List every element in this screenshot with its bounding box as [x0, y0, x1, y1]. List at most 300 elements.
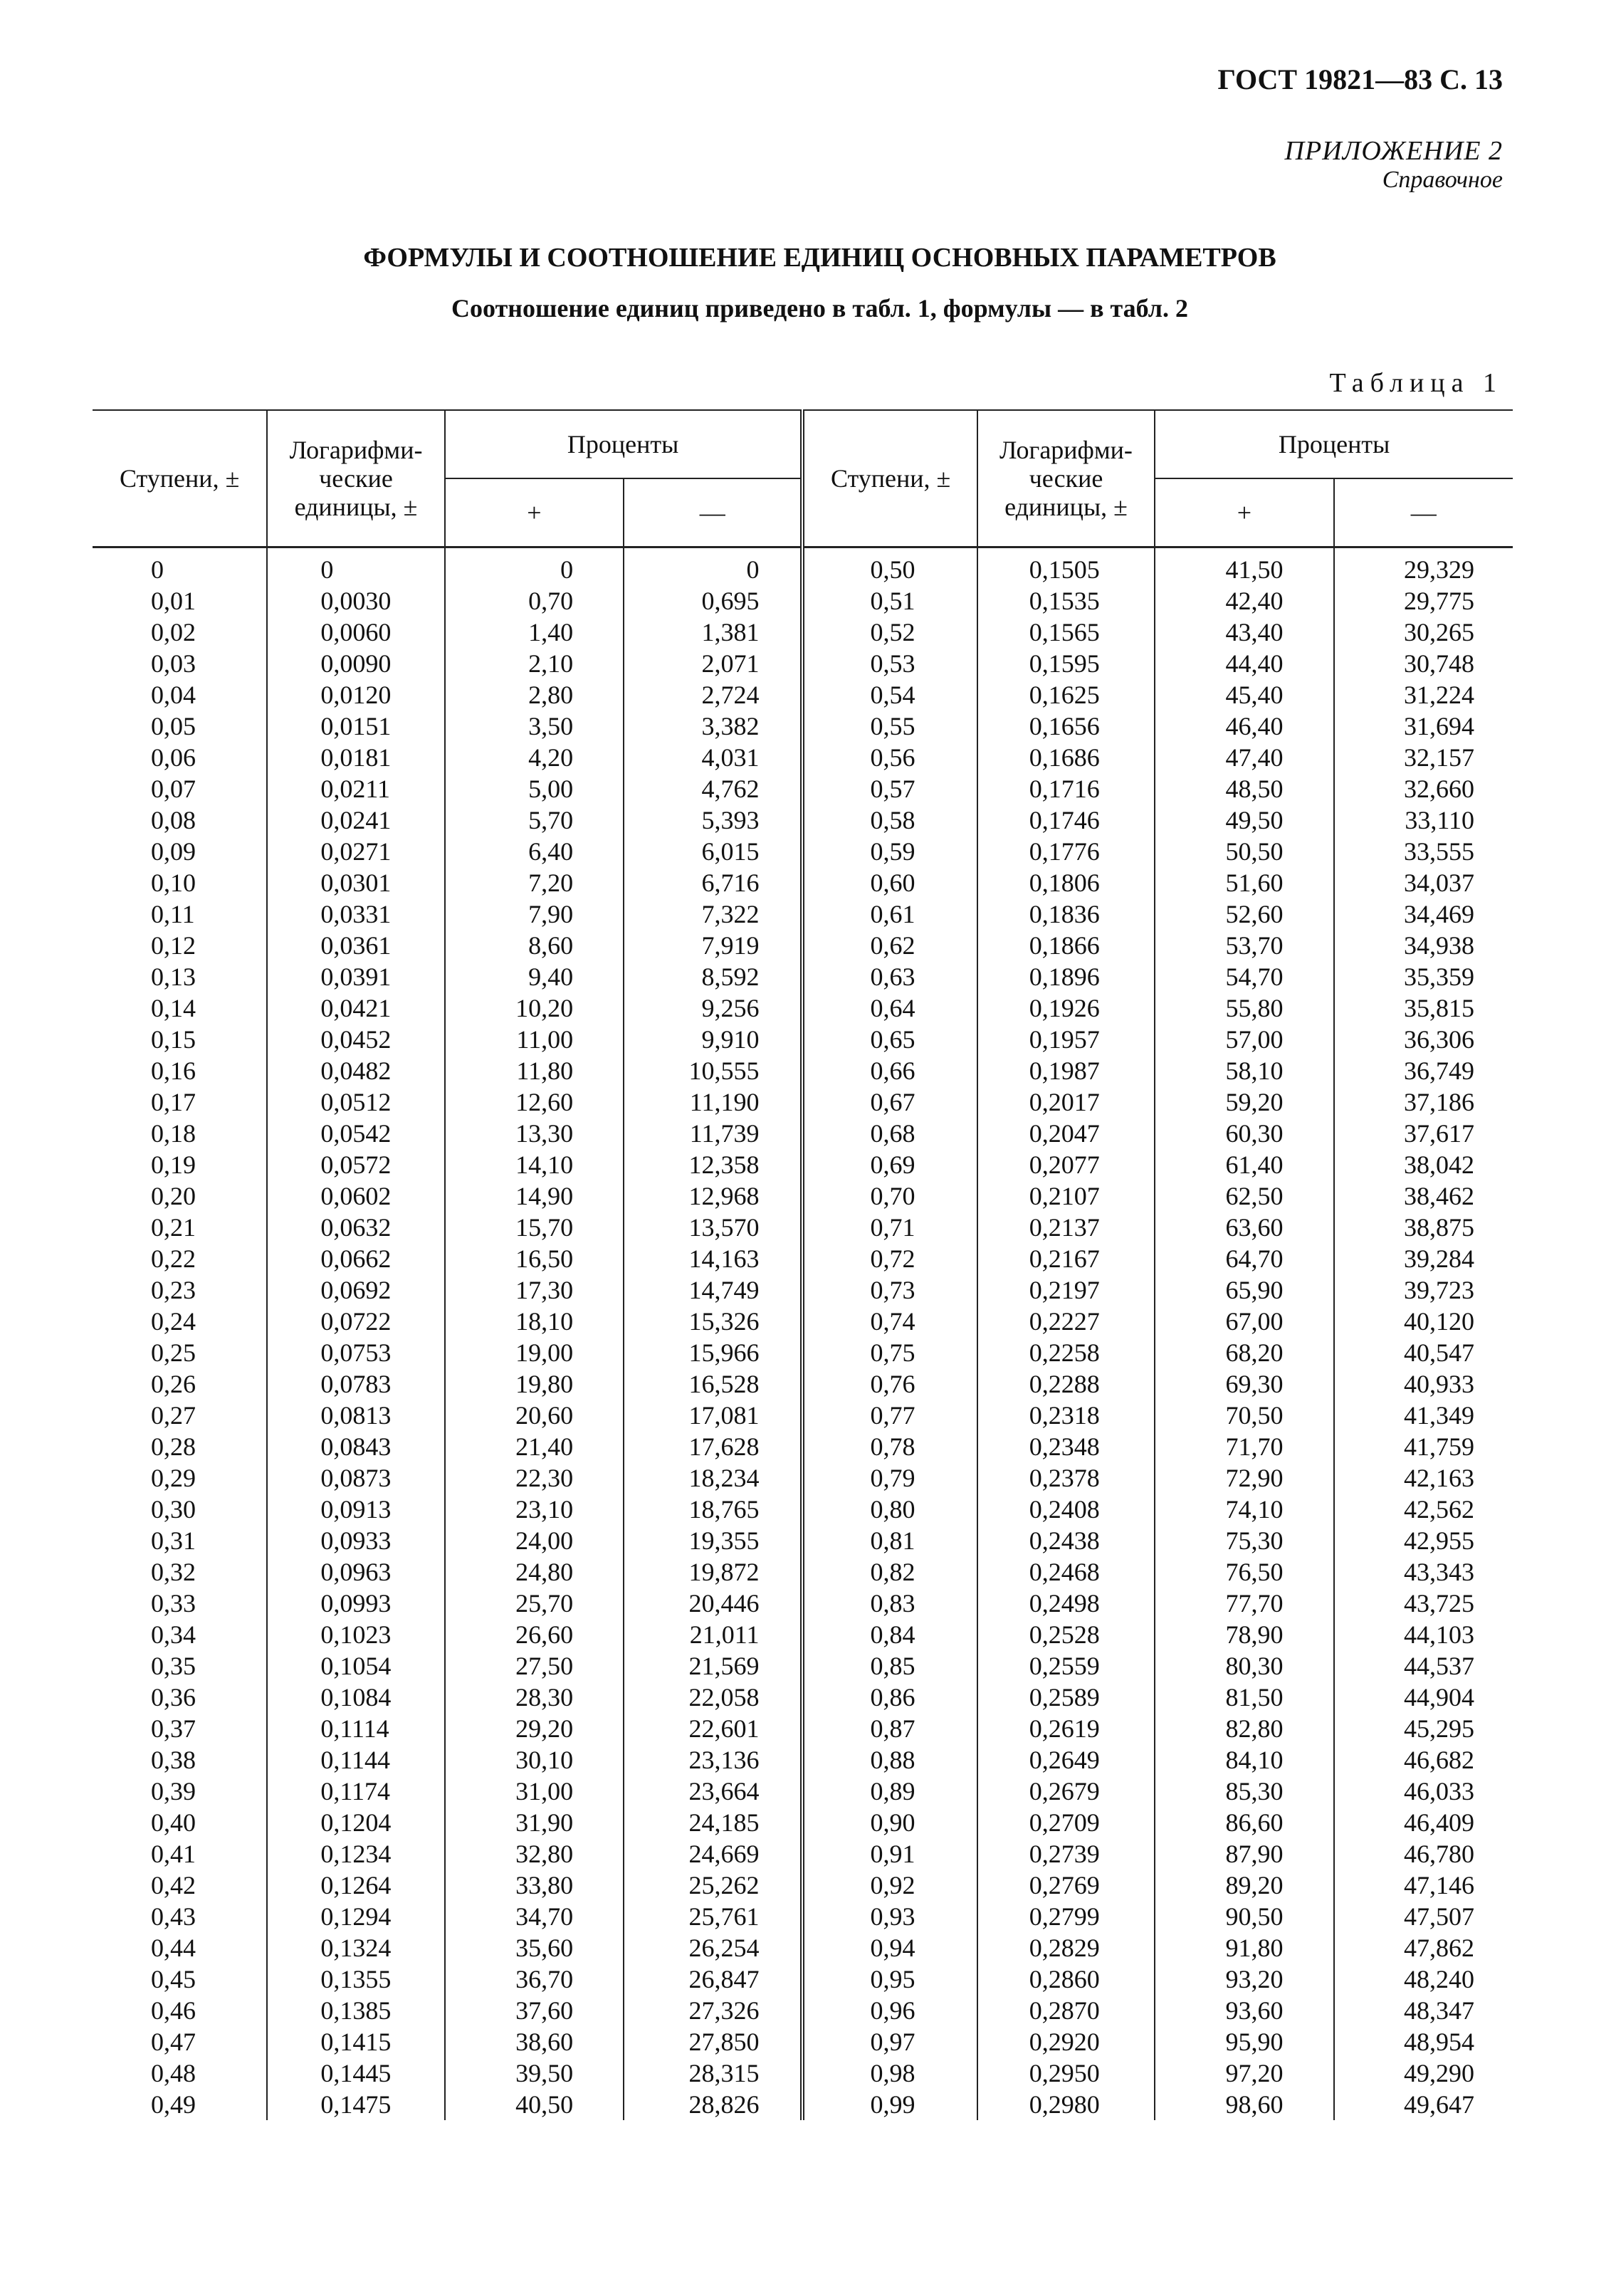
cell-percent-minus: 37,186	[1334, 1086, 1513, 1118]
cell-step: 0,16	[93, 1055, 267, 1086]
table-row	[93, 1212, 1513, 1243]
cell-step: 0,08	[93, 804, 267, 836]
cell-log-units: 0,0602	[267, 1180, 444, 1212]
cell-percent-plus: 27,50	[445, 1650, 624, 1682]
cell-step: 0,36	[93, 1682, 267, 1713]
cell-step: 0,93	[802, 1901, 977, 1932]
cell-percent-plus: 61,40	[1155, 1149, 1333, 1180]
cell-log-units: 0,1896	[977, 961, 1155, 992]
table-row	[93, 2089, 1513, 2120]
cell-percent-plus: 42,40	[1155, 585, 1333, 617]
cell-step: 0,77	[802, 1400, 977, 1431]
cell-step: 0,99	[802, 2089, 977, 2120]
table-row	[93, 961, 1513, 992]
cell-log-units: 0,0993	[267, 1588, 444, 1619]
cell-log-units: 0,2107	[977, 1180, 1155, 1212]
table-row	[93, 930, 1513, 961]
cell-percent-plus: 9,40	[445, 961, 624, 992]
header-plus: +	[445, 478, 624, 547]
cell-percent-plus: 24,80	[445, 1556, 624, 1588]
cell-percent-plus: 2,80	[445, 679, 624, 711]
cell-percent-plus: 63,60	[1155, 1212, 1333, 1243]
cell-step: 0,41	[93, 1838, 267, 1870]
cell-percent-minus: 34,938	[1334, 930, 1513, 961]
cell-log-units: 0,0391	[267, 961, 444, 992]
cell-log-units: 0,0331	[267, 898, 444, 930]
cell-log-units: 0,2438	[977, 1525, 1155, 1556]
cell-percent-plus: 77,70	[1155, 1588, 1333, 1619]
cell-percent-minus: 7,919	[624, 930, 802, 961]
cell-percent-plus: 93,60	[1155, 1995, 1333, 2026]
cell-log-units: 0,2980	[977, 2089, 1155, 2120]
cell-log-units: 0,0632	[267, 1212, 444, 1243]
cell-percent-minus: 0,695	[624, 585, 802, 617]
table-row	[93, 1368, 1513, 1400]
table-row	[93, 1274, 1513, 1306]
cell-percent-plus: 40,50	[445, 2089, 624, 2120]
cell-log-units: 0,2589	[977, 1682, 1155, 1713]
cell-percent-minus: 6,015	[624, 836, 802, 867]
cell-percent-plus: 78,90	[1155, 1619, 1333, 1650]
cell-percent-minus: 7,322	[624, 898, 802, 930]
cell-log-units: 0,2498	[977, 1588, 1155, 1619]
cell-step: 0,33	[93, 1588, 267, 1619]
cell-log-units: 0,1054	[267, 1650, 444, 1682]
table-row	[93, 742, 1513, 773]
cell-log-units: 0,2408	[977, 1494, 1155, 1525]
table-row	[93, 898, 1513, 930]
page-header: ГОСТ 19821—83 С. 13	[1217, 63, 1503, 95]
cell-percent-minus: 44,904	[1334, 1682, 1513, 1713]
cell-log-units: 0,0452	[267, 1024, 444, 1055]
cell-percent-minus: 19,355	[624, 1525, 802, 1556]
cell-percent-minus: 31,224	[1334, 679, 1513, 711]
table-row	[93, 1870, 1513, 1901]
cell-log-units: 0,2468	[977, 1556, 1155, 1588]
cell-log-units: 0,1114	[267, 1713, 444, 1744]
table-row	[93, 1337, 1513, 1368]
table-row	[93, 1838, 1513, 1870]
cell-percent-plus: 29,20	[445, 1713, 624, 1744]
cell-percent-plus: 70,50	[1155, 1400, 1333, 1431]
table-row	[93, 1744, 1513, 1776]
cell-step: 0,45	[93, 1964, 267, 1995]
cell-step: 0,42	[93, 1870, 267, 1901]
cell-percent-plus: 68,20	[1155, 1337, 1333, 1368]
cell-percent-minus: 48,954	[1334, 2026, 1513, 2058]
cell-log-units: 0,0090	[267, 648, 444, 679]
cell-step: 0,02	[93, 617, 267, 648]
cell-step: 0,63	[802, 961, 977, 992]
cell-step: 0,56	[802, 742, 977, 773]
cell-step: 0,40	[93, 1807, 267, 1838]
cell-percent-plus: 8,60	[445, 930, 624, 961]
cell-percent-minus: 42,562	[1334, 1494, 1513, 1525]
cell-percent-plus: 55,80	[1155, 992, 1333, 1024]
cell-percent-plus: 37,60	[445, 1995, 624, 2026]
cell-percent-plus: 64,70	[1155, 1243, 1333, 1274]
cell-percent-minus: 25,262	[624, 1870, 802, 1901]
cell-percent-minus: 3,382	[624, 711, 802, 742]
table-row	[93, 1650, 1513, 1682]
cell-log-units: 0,1144	[267, 1744, 444, 1776]
cell-log-units: 0,0181	[267, 742, 444, 773]
cell-percent-plus: 7,90	[445, 898, 624, 930]
cell-step: 0,81	[802, 1525, 977, 1556]
cell-step: 0,22	[93, 1243, 267, 1274]
cell-step: 0,25	[93, 1337, 267, 1368]
cell-percent-minus: 19,872	[624, 1556, 802, 1588]
cell-step: 0,78	[802, 1431, 977, 1462]
cell-percent-plus: 13,30	[445, 1118, 624, 1149]
cell-percent-plus: 25,70	[445, 1588, 624, 1619]
cell-log-units: 0,2619	[977, 1713, 1155, 1744]
cell-percent-minus: 11,739	[624, 1118, 802, 1149]
cell-log-units: 0,0572	[267, 1149, 444, 1180]
cell-percent-minus: 25,761	[624, 1901, 802, 1932]
cell-percent-minus: 9,256	[624, 992, 802, 1024]
cell-step: 0,29	[93, 1462, 267, 1494]
cell-step: 0,15	[93, 1024, 267, 1055]
table-row	[93, 1619, 1513, 1650]
cell-log-units: 0,2649	[977, 1744, 1155, 1776]
cell-log-units: 0,1595	[977, 648, 1155, 679]
cell-log-units: 0,2769	[977, 1870, 1155, 1901]
cell-log-units: 0,1836	[977, 898, 1155, 930]
cell-percent-plus: 2,10	[445, 648, 624, 679]
cell-percent-minus: 36,749	[1334, 1055, 1513, 1086]
cell-step: 0,12	[93, 930, 267, 961]
cell-log-units: 0,2047	[977, 1118, 1155, 1149]
cell-percent-plus: 34,70	[445, 1901, 624, 1932]
cell-percent-minus: 26,847	[624, 1964, 802, 1995]
cell-percent-minus: 40,120	[1334, 1306, 1513, 1337]
cell-step: 0,71	[802, 1212, 977, 1243]
cell-percent-minus: 41,349	[1334, 1400, 1513, 1431]
header-percents: Проценты	[445, 410, 803, 478]
cell-percent-minus: 12,358	[624, 1149, 802, 1180]
cell-percent-plus: 16,50	[445, 1243, 624, 1274]
table-row	[93, 617, 1513, 648]
cell-log-units: 0,1565	[977, 617, 1155, 648]
cell-percent-plus: 59,20	[1155, 1086, 1333, 1118]
cell-percent-minus: 20,446	[624, 1588, 802, 1619]
cell-log-units: 0,1987	[977, 1055, 1155, 1086]
table-row	[93, 711, 1513, 742]
cell-percent-minus: 5,393	[624, 804, 802, 836]
cell-percent-minus: 10,555	[624, 1055, 802, 1086]
cell-step: 0,59	[802, 836, 977, 867]
cell-log-units: 0,0120	[267, 679, 444, 711]
cell-log-units: 0,2860	[977, 1964, 1155, 1995]
cell-percent-minus: 15,326	[624, 1306, 802, 1337]
cell-log-units: 0,2137	[977, 1212, 1155, 1243]
cell-percent-plus: 47,40	[1155, 742, 1333, 773]
cell-log-units: 0,2528	[977, 1619, 1155, 1650]
cell-percent-plus: 31,90	[445, 1807, 624, 1838]
cell-step: 0,65	[802, 1024, 977, 1055]
header-log-units: Логарифми-ческие единицы, ±	[977, 410, 1155, 547]
cell-step: 0,18	[93, 1118, 267, 1149]
cell-percent-plus: 5,00	[445, 773, 624, 804]
cell-percent-plus: 0,70	[445, 585, 624, 617]
cell-step: 0,98	[802, 2058, 977, 2089]
cell-log-units: 0,0753	[267, 1337, 444, 1368]
table-row	[93, 867, 1513, 898]
cell-percent-plus: 30,10	[445, 1744, 624, 1776]
cell-percent-minus: 0	[624, 547, 802, 586]
cell-percent-minus: 49,290	[1334, 2058, 1513, 2089]
cell-percent-plus: 67,00	[1155, 1306, 1333, 1337]
cell-log-units: 0,1174	[267, 1776, 444, 1807]
cell-log-units: 0,1324	[267, 1932, 444, 1964]
table-row	[93, 1462, 1513, 1494]
cell-percent-plus: 22,30	[445, 1462, 624, 1494]
cell-percent-minus: 34,037	[1334, 867, 1513, 898]
cell-log-units: 0,1475	[267, 2089, 444, 2120]
cell-percent-plus: 0	[445, 547, 624, 586]
cell-percent-minus: 32,660	[1334, 773, 1513, 804]
cell-log-units: 0,2077	[977, 1149, 1155, 1180]
cell-step: 0,82	[802, 1556, 977, 1588]
cell-step: 0,24	[93, 1306, 267, 1337]
cell-step: 0,89	[802, 1776, 977, 1807]
cell-log-units: 0,0361	[267, 930, 444, 961]
cell-log-units: 0,1385	[267, 1995, 444, 2026]
cell-log-units: 0	[267, 547, 444, 586]
cell-percent-plus: 87,90	[1155, 1838, 1333, 1870]
cell-percent-minus: 29,775	[1334, 585, 1513, 617]
table-row	[93, 836, 1513, 867]
cell-log-units: 0,0933	[267, 1525, 444, 1556]
cell-percent-plus: 4,20	[445, 742, 624, 773]
cell-percent-minus: 13,570	[624, 1212, 802, 1243]
cell-log-units: 0,1415	[267, 2026, 444, 2058]
cell-percent-minus: 33,555	[1334, 836, 1513, 867]
cell-log-units: 0,2829	[977, 1932, 1155, 1964]
cell-percent-minus: 6,716	[624, 867, 802, 898]
cell-percent-minus: 22,601	[624, 1713, 802, 1744]
cell-percent-minus: 34,469	[1334, 898, 1513, 930]
cell-step: 0,31	[93, 1525, 267, 1556]
cell-log-units: 0,0692	[267, 1274, 444, 1306]
cell-percent-plus: 80,30	[1155, 1650, 1333, 1682]
cell-percent-minus: 12,968	[624, 1180, 802, 1212]
cell-step: 0,87	[802, 1713, 977, 1744]
cell-step: 0,85	[802, 1650, 977, 1682]
cell-percent-minus: 40,547	[1334, 1337, 1513, 1368]
cell-step: 0,62	[802, 930, 977, 961]
cell-log-units: 0,0783	[267, 1368, 444, 1400]
cell-log-units: 0,1716	[977, 773, 1155, 804]
cell-step: 0,92	[802, 1870, 977, 1901]
appendix-number: ПРИЛОЖЕНИЕ 2	[1284, 136, 1503, 166]
cell-step: 0,27	[93, 1400, 267, 1431]
table-row	[93, 1995, 1513, 2026]
cell-step: 0,58	[802, 804, 977, 836]
cell-percent-plus: 91,80	[1155, 1932, 1333, 1964]
appendix-type: Справочное	[1382, 167, 1503, 193]
cell-percent-minus: 17,628	[624, 1431, 802, 1462]
cell-percent-minus: 24,185	[624, 1807, 802, 1838]
cell-log-units: 0,1656	[977, 711, 1155, 742]
cell-step: 0,88	[802, 1744, 977, 1776]
cell-step: 0,91	[802, 1838, 977, 1870]
cell-step: 0,53	[802, 648, 977, 679]
cell-step: 0,44	[93, 1932, 267, 1964]
cell-percent-minus: 38,875	[1334, 1212, 1513, 1243]
cell-step: 0,95	[802, 1964, 977, 1995]
table-row	[93, 1494, 1513, 1525]
cell-percent-plus: 84,10	[1155, 1744, 1333, 1776]
cell-percent-minus: 38,042	[1334, 1149, 1513, 1180]
cell-percent-minus: 9,910	[624, 1024, 802, 1055]
cell-log-units: 0,1445	[267, 2058, 444, 2089]
cell-percent-minus: 27,850	[624, 2026, 802, 2058]
cell-percent-minus: 33,110	[1334, 804, 1513, 836]
table-row	[93, 1400, 1513, 1431]
cell-log-units: 0,2870	[977, 1995, 1155, 2026]
cell-percent-plus: 28,30	[445, 1682, 624, 1713]
cell-log-units: 0,2197	[977, 1274, 1155, 1306]
cell-percent-minus: 42,163	[1334, 1462, 1513, 1494]
cell-percent-plus: 33,80	[445, 1870, 624, 1901]
cell-percent-minus: 48,240	[1334, 1964, 1513, 1995]
cell-percent-minus: 39,284	[1334, 1243, 1513, 1274]
cell-percent-plus: 98,60	[1155, 2089, 1333, 2120]
cell-percent-minus: 8,592	[624, 961, 802, 992]
cell-step: 0,76	[802, 1368, 977, 1400]
cell-step: 0,05	[93, 711, 267, 742]
cell-log-units: 0,2318	[977, 1400, 1155, 1431]
header-minus: —	[1334, 478, 1513, 547]
cell-percent-plus: 52,60	[1155, 898, 1333, 930]
table-row	[93, 1149, 1513, 1180]
cell-log-units: 0,2167	[977, 1243, 1155, 1274]
cell-percent-plus: 19,80	[445, 1368, 624, 1400]
header-percents: Проценты	[1155, 410, 1513, 478]
cell-percent-plus: 62,50	[1155, 1180, 1333, 1212]
cell-step: 0,17	[93, 1086, 267, 1118]
cell-percent-plus: 21,40	[445, 1431, 624, 1462]
cell-percent-plus: 10,20	[445, 992, 624, 1024]
cell-log-units: 0,0060	[267, 617, 444, 648]
cell-percent-minus: 26,254	[624, 1932, 802, 1964]
cell-step: 0,47	[93, 2026, 267, 2058]
cell-percent-minus: 1,381	[624, 617, 802, 648]
cell-log-units: 0,1746	[977, 804, 1155, 836]
cell-percent-minus: 48,347	[1334, 1995, 1513, 2026]
cell-percent-plus: 15,70	[445, 1212, 624, 1243]
cell-percent-minus: 40,933	[1334, 1368, 1513, 1400]
table-row	[93, 1180, 1513, 1212]
cell-log-units: 0,1084	[267, 1682, 444, 1713]
cell-percent-minus: 37,617	[1334, 1118, 1513, 1149]
cell-log-units: 0,2348	[977, 1431, 1155, 1462]
cell-log-units: 0,0913	[267, 1494, 444, 1525]
cell-percent-minus: 23,664	[624, 1776, 802, 1807]
cell-percent-plus: 90,50	[1155, 1901, 1333, 1932]
cell-step: 0,83	[802, 1588, 977, 1619]
table-row	[93, 1964, 1513, 1995]
cell-log-units: 0,2227	[977, 1306, 1155, 1337]
header-steps: Ступени, ±	[802, 410, 977, 547]
cell-log-units: 0,1023	[267, 1619, 444, 1650]
cell-percent-plus: 72,90	[1155, 1462, 1333, 1494]
cell-percent-minus: 35,815	[1334, 992, 1513, 1024]
cell-percent-minus: 11,190	[624, 1086, 802, 1118]
cell-step: 0,74	[802, 1306, 977, 1337]
cell-percent-plus: 38,60	[445, 2026, 624, 2058]
cell-percent-minus: 39,723	[1334, 1274, 1513, 1306]
cell-percent-minus: 47,862	[1334, 1932, 1513, 1964]
cell-percent-minus: 46,409	[1334, 1807, 1513, 1838]
cell-percent-minus: 46,033	[1334, 1776, 1513, 1807]
cell-percent-plus: 65,90	[1155, 1274, 1333, 1306]
cell-percent-plus: 43,40	[1155, 617, 1333, 648]
cell-log-units: 0,0421	[267, 992, 444, 1024]
cell-percent-plus: 58,10	[1155, 1055, 1333, 1086]
cell-step: 0,97	[802, 2026, 977, 2058]
cell-step: 0,69	[802, 1149, 977, 1180]
cell-percent-minus: 30,265	[1334, 617, 1513, 648]
cell-percent-plus: 3,50	[445, 711, 624, 742]
cell-percent-minus: 44,537	[1334, 1650, 1513, 1682]
cell-step: 0,72	[802, 1243, 977, 1274]
table-row	[93, 585, 1513, 617]
table-label: Таблица 1	[1329, 368, 1503, 398]
cell-percent-minus: 21,011	[624, 1619, 802, 1650]
cell-percent-minus: 15,966	[624, 1337, 802, 1368]
cell-log-units: 0,2017	[977, 1086, 1155, 1118]
cell-log-units: 0,1505	[977, 547, 1155, 586]
cell-step: 0,21	[93, 1212, 267, 1243]
cell-percent-minus: 38,462	[1334, 1180, 1513, 1212]
cell-percent-plus: 32,80	[445, 1838, 624, 1870]
document-subtitle: Соотношение единиц приведено в табл. 1, формулы — в табл. 2	[451, 294, 1188, 323]
cell-step: 0,96	[802, 1995, 977, 2026]
table-row	[93, 1932, 1513, 1964]
table-row	[93, 1055, 1513, 1086]
cell-step: 0,34	[93, 1619, 267, 1650]
cell-percent-minus: 28,826	[624, 2089, 802, 2120]
cell-step: 0,06	[93, 742, 267, 773]
cell-percent-plus: 20,60	[445, 1400, 624, 1431]
cell-percent-plus: 7,20	[445, 867, 624, 898]
cell-step: 0,86	[802, 1682, 977, 1713]
cell-log-units: 0,2739	[977, 1838, 1155, 1870]
cell-step: 0,73	[802, 1274, 977, 1306]
cell-log-units: 0,1686	[977, 742, 1155, 773]
cell-log-units: 0,0963	[267, 1556, 444, 1588]
cell-percent-plus: 82,80	[1155, 1713, 1333, 1744]
cell-log-units: 0,2920	[977, 2026, 1155, 2058]
cell-step: 0,52	[802, 617, 977, 648]
cell-percent-plus: 71,70	[1155, 1431, 1333, 1462]
cell-log-units: 0,0662	[267, 1243, 444, 1274]
cell-percent-plus: 41,50	[1155, 547, 1333, 586]
cell-step: 0,03	[93, 648, 267, 679]
cell-percent-minus: 18,234	[624, 1462, 802, 1494]
cell-percent-minus: 43,343	[1334, 1556, 1513, 1588]
cell-percent-minus: 2,071	[624, 648, 802, 679]
cell-step: 0,90	[802, 1807, 977, 1838]
cell-log-units: 0,0211	[267, 773, 444, 804]
header-steps: Ступени, ±	[93, 410, 267, 547]
cell-percent-plus: 50,50	[1155, 836, 1333, 867]
cell-percent-plus: 60,30	[1155, 1118, 1333, 1149]
cell-step: 0,55	[802, 711, 977, 742]
